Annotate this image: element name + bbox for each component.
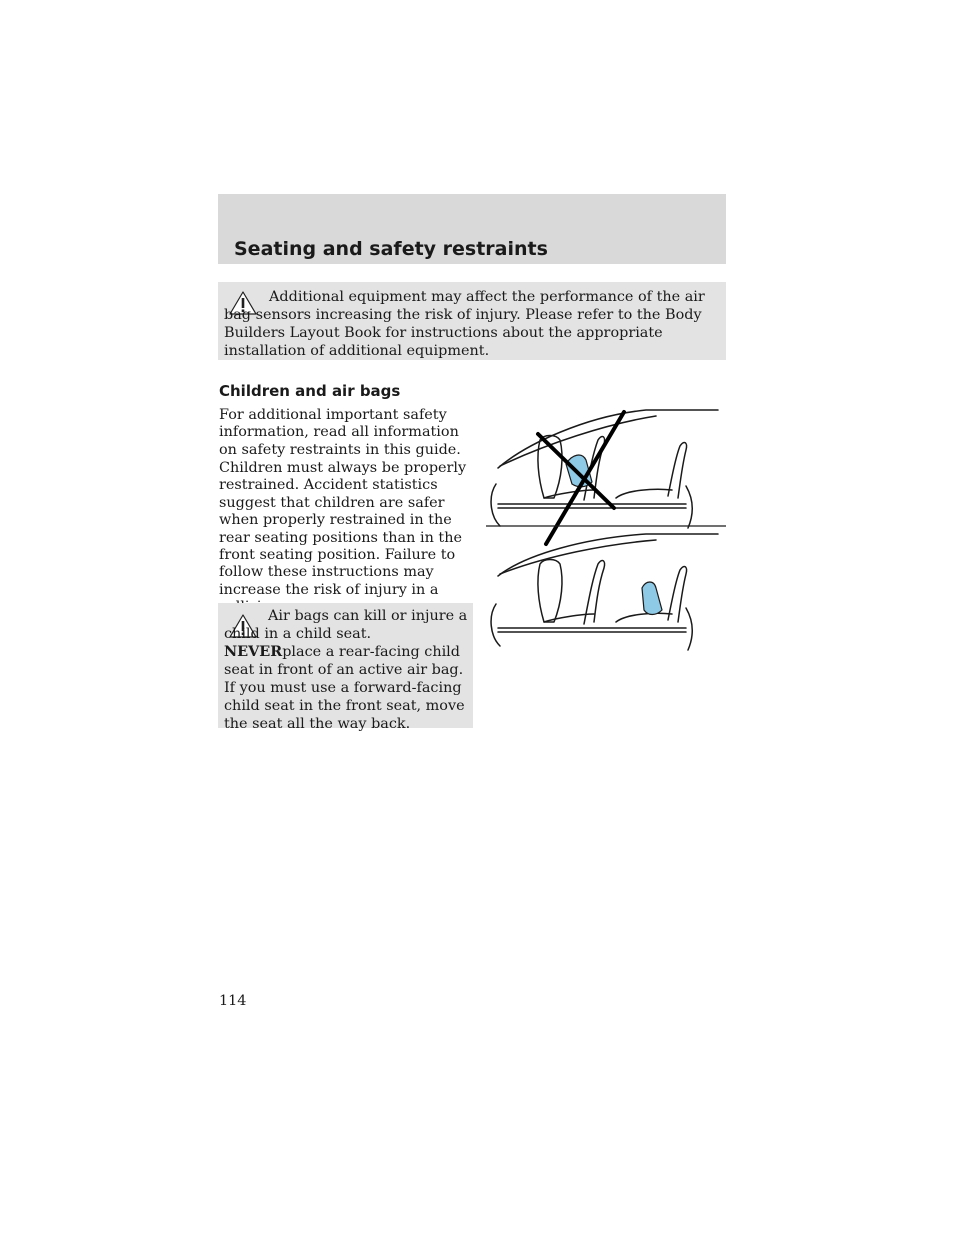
section-heading: Children and air bags bbox=[219, 382, 401, 400]
child-seat-illustration bbox=[486, 404, 726, 652]
paragraph-children-restrained: Children must always be properly restrained. Accident statistics suggest that children are safer when properly restrained in the rear seating positions than in the front seating position. Failure to follow these instructions may increase the risk of injury in a bbox=[219, 460, 467, 598]
page-header bbox=[218, 194, 726, 264]
warning-text-child-seat bbox=[224, 607, 470, 733]
paragraph-safety-info: For additional important safety information, read all information on safety restraints in this guide. bbox=[219, 407, 461, 458]
warning-text-equipment: Additional equipment may affect the performance of the air bag sensors increasing the risk of injury. Please refer to the Body Builders Layout Book for instructions about the appropriate installation of additional equipment. bbox=[224, 289, 705, 359]
prohibited-cross-icon bbox=[538, 412, 624, 544]
warning-text-part-2: place a rear-facing child seat in front of an active air bag. If you must use a forward-facing child seat in the front seat, move the seat all the way back. bbox=[224, 644, 465, 732]
page-number: 114 bbox=[219, 993, 247, 1009]
car-interior-front-seat-crossed bbox=[491, 410, 718, 528]
warning-emphasis: NEVER bbox=[224, 643, 283, 660]
warning-text-part-1: Air bags can kill or injure a child in a child seat. bbox=[224, 608, 468, 642]
warning-box-equipment bbox=[218, 282, 726, 360]
warning-box-child-seat bbox=[218, 603, 473, 732]
page-title: Seating and safety restraints bbox=[234, 238, 548, 260]
car-interior-rear-seat bbox=[491, 534, 718, 650]
forward-facing-child-seat bbox=[642, 582, 662, 615]
